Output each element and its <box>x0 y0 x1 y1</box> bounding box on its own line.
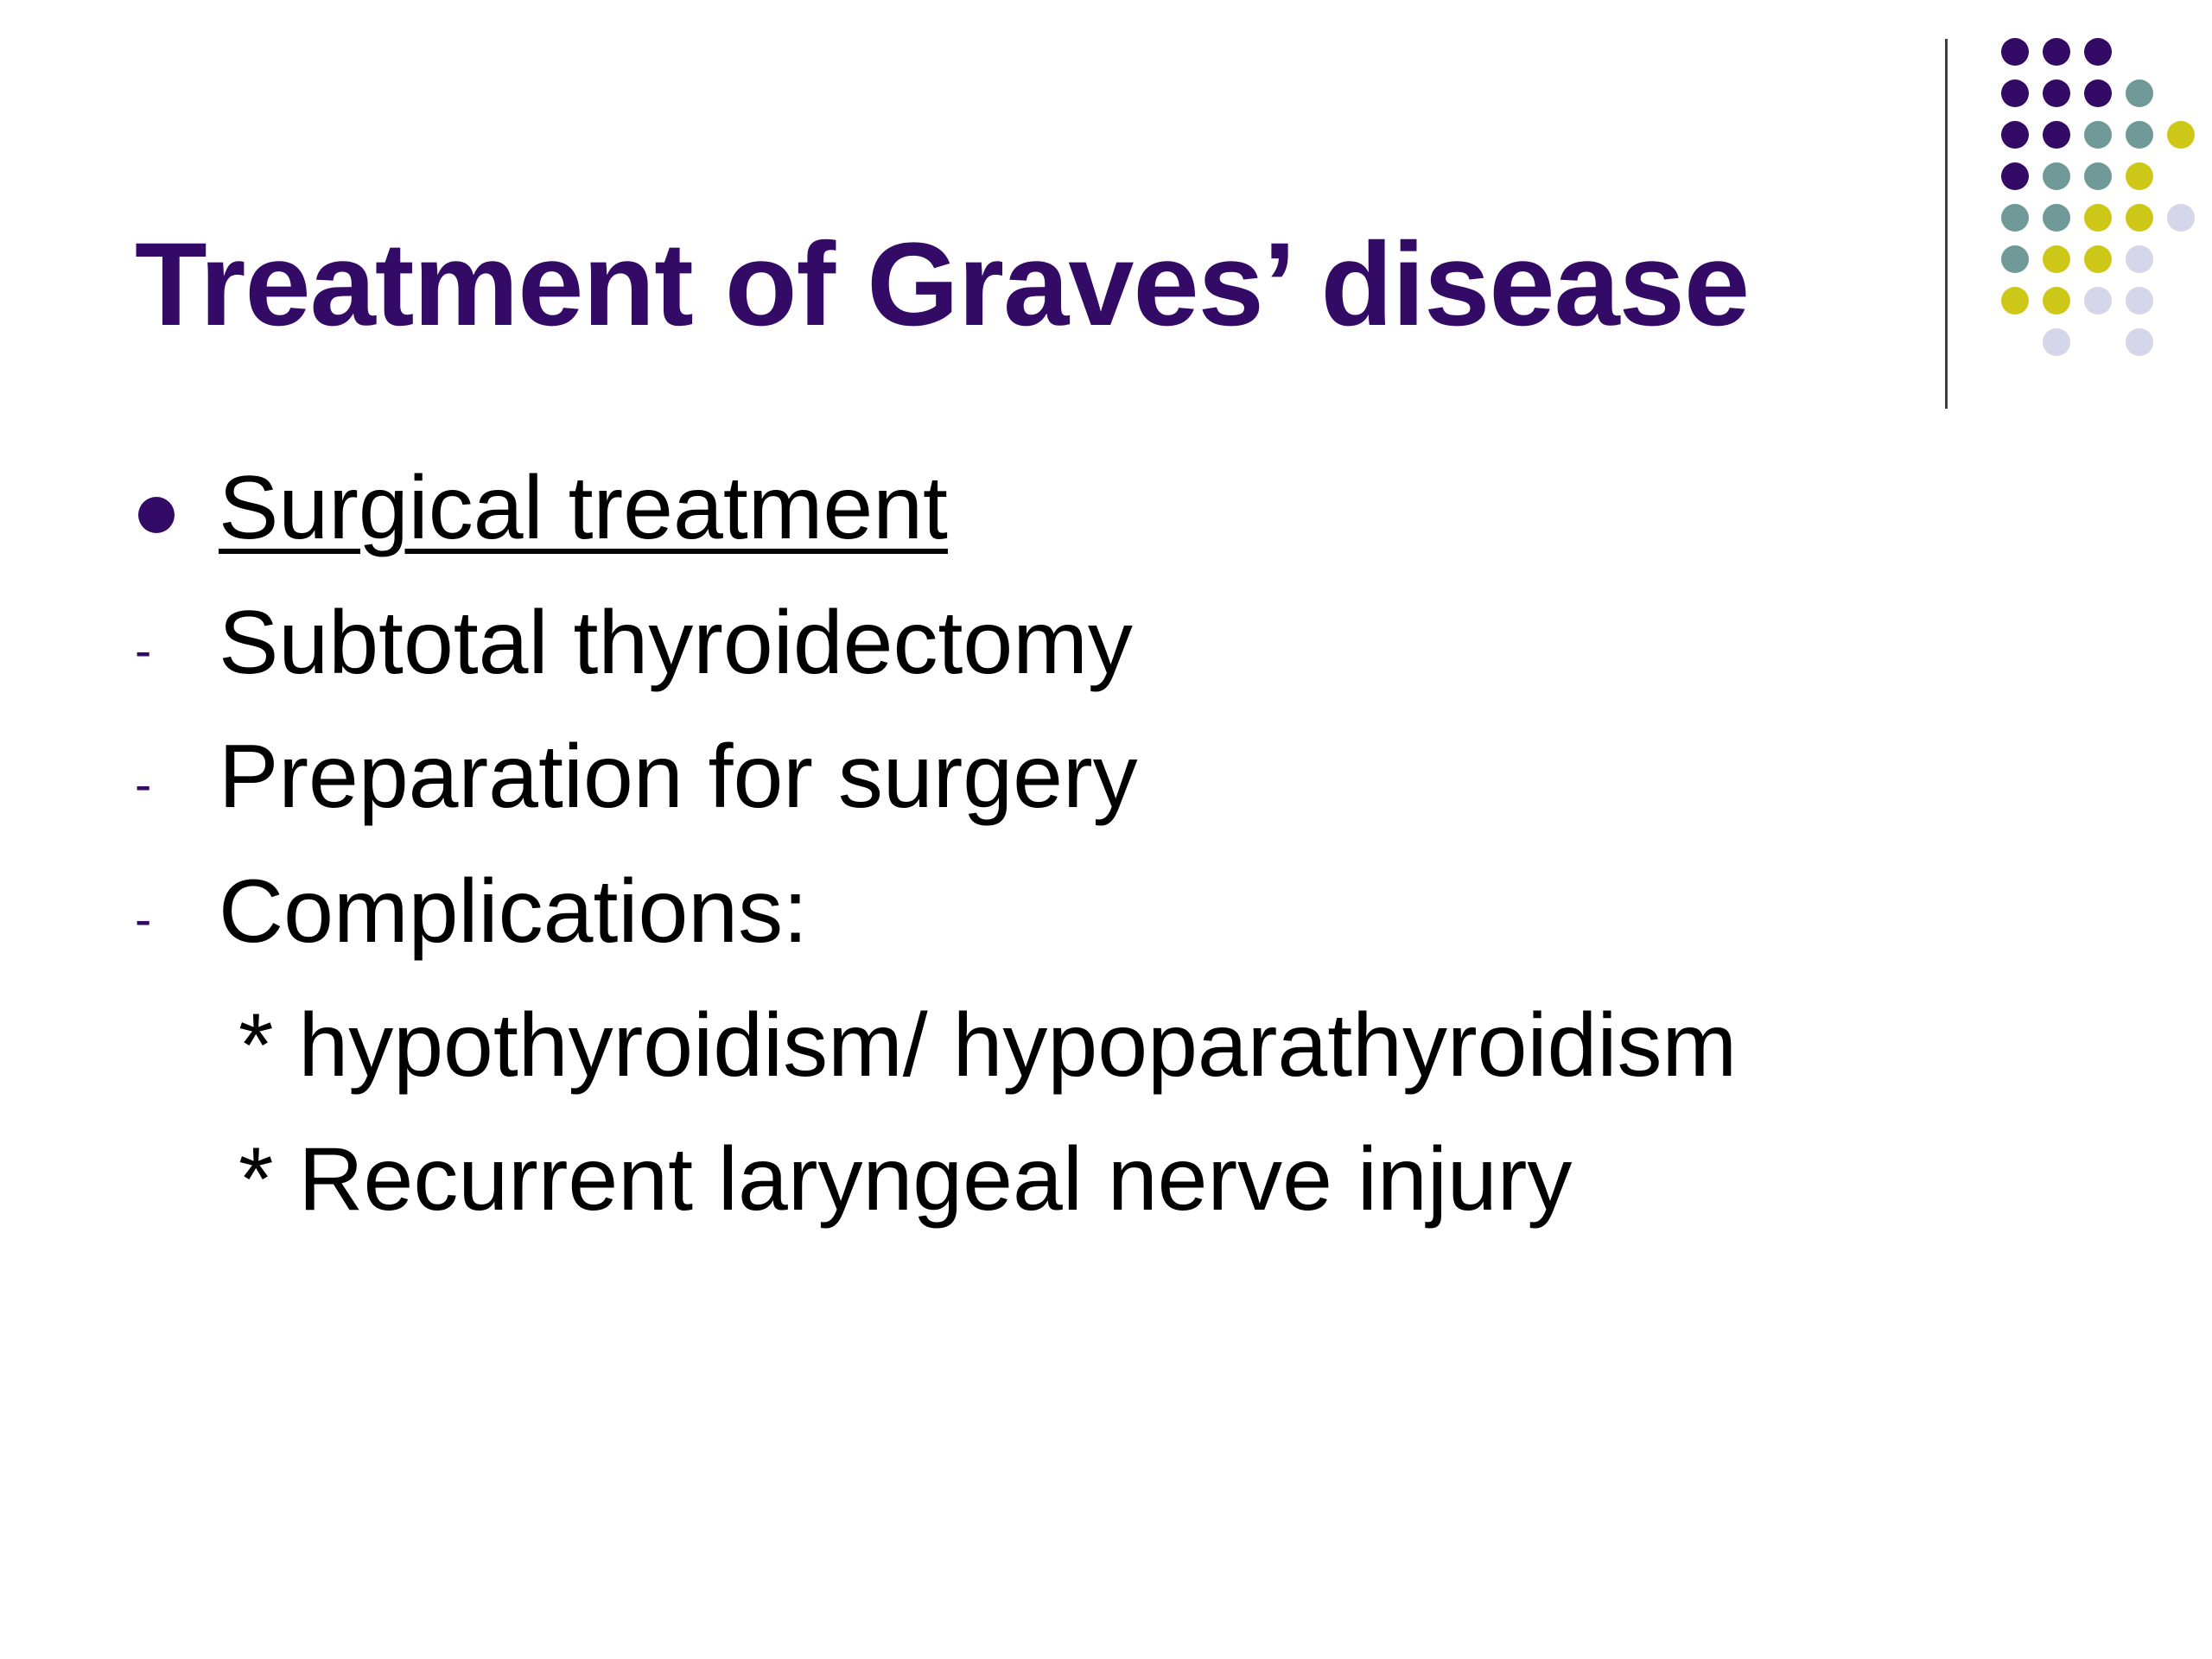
dash-item <box>0 855 1901 968</box>
dash-marker: - <box>135 892 152 948</box>
bullet-dot-icon <box>138 497 175 533</box>
dash-item-label: Preparation for surgery <box>219 727 1138 827</box>
bullet-item <box>0 452 1901 564</box>
dash-item <box>0 721 1901 833</box>
dash-item-label: Subtotal thyroidectomy <box>219 593 1133 693</box>
bullet-item-label: Surgical treatment <box>219 458 948 558</box>
dash-item-label: Complications: <box>219 861 809 962</box>
dash-marker: - <box>135 757 152 813</box>
sub-item <box>0 989 1901 1102</box>
sub-item-label: * Recurrent laryngeal nerve injury <box>238 1129 1573 1230</box>
slide-title: Treatment of Graves’ disease <box>135 219 1750 351</box>
sub-item <box>0 1123 1901 1236</box>
dash-marker: - <box>135 623 152 679</box>
dash-item <box>0 587 1901 699</box>
sub-item-label: * hypothyroidism/ hypoparathyroidism <box>238 995 1738 1096</box>
